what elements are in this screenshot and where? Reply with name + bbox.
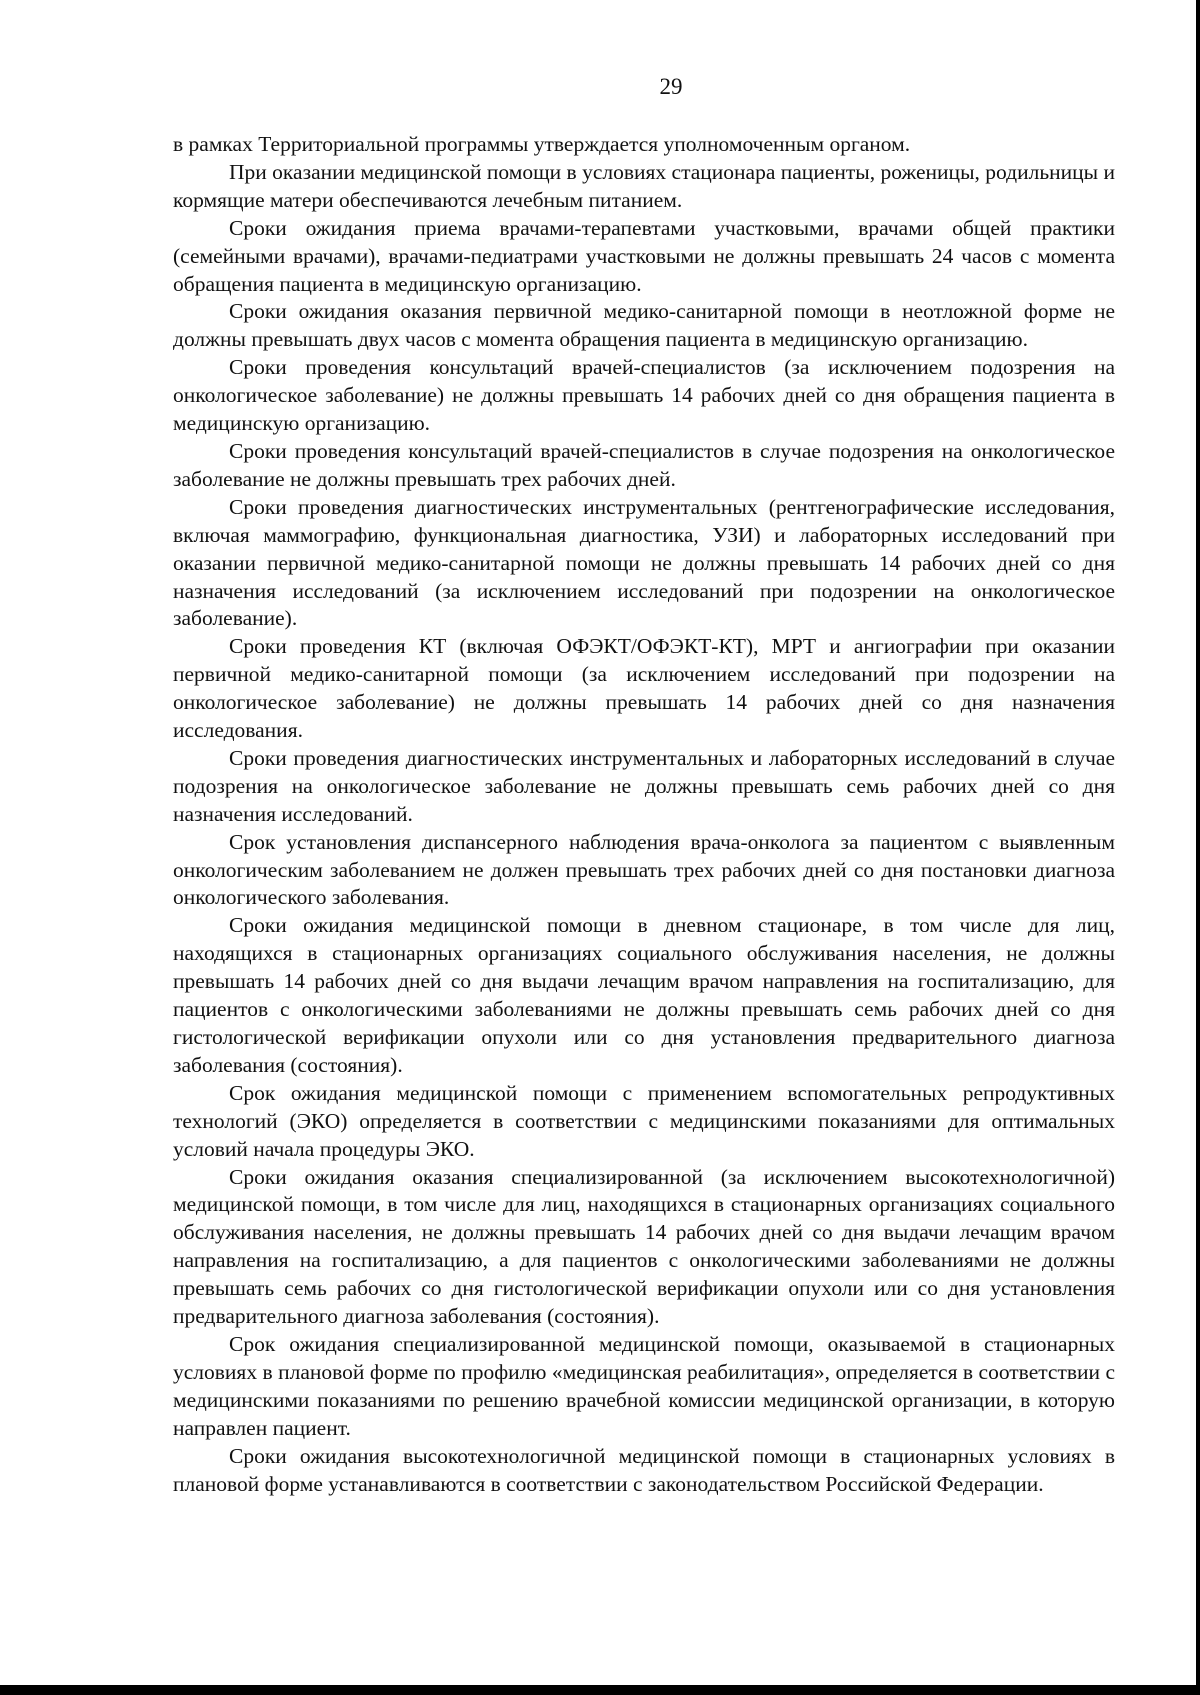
- paragraph-primary-care-wait: Сроки ожидания приема врачами-терапевтами участковыми, врачами общей практики (семейными врачами), врачами-педиатрами участковыми не должны превышать 24 часов с момента обращения пациента в медицинскую организацию.: [173, 215, 1115, 296]
- paragraph-diagnostic-studies: Сроки проведения диагностических инструментальных (рентгенографические исследования, включая маммографию, функциональная диагностика, УЗИ) и лабораторных исследований при оказании первичной медико-санитарной помощи не должны превышать 14 рабочих дней со дня назначения исследований (за исключением исследований при подозрении на онкологическое заболевание).: [173, 494, 1115, 631]
- scan-edge-bottom: [0, 1685, 1200, 1695]
- paragraph-specialist-consultation: Сроки проведения консультаций врачей-специалистов (за исключением подозрения на онкологическое заболевание) не должны превышать 14 рабочих дней со дня обращения пациента в медицинскую организацию.: [173, 355, 1115, 436]
- document-body: [173, 131, 1115, 1498]
- paragraph-ivf: Срок ожидания медицинской помощи с применением вспомогательных репродуктивных технологий (ЭКО) определяется в соответствии с медицинскими показаниями для оптимальных условий начала процедуры ЭКО.: [173, 1080, 1115, 1161]
- paragraph-day-hospital: Сроки ожидания медицинской помощи в дневном стационаре, в том числе для лиц, находящихся в стационарных организациях социального обслуживания населения, не должны превышать 14 рабочих дней со дня выдачи лечащим врачом направления на госпитализацию, для пациентов с онкологическими заболеваниями не должны превышать семь рабочих дней со дня гистологической верификации опухоли или со дня установления предварительного диагноза заболевания (состояния).: [173, 913, 1115, 1077]
- paragraph-therapeutic-nutrition: При оказании медицинской помощи в условиях стационара пациенты, роженицы, родильницы и кормящие матери обеспечиваются лечебным питанием.: [173, 159, 1115, 212]
- paragraph-oncology-consultation: Сроки проведения консультаций врачей-специалистов в случае подозрения на онкологическое заболевание не должны превышать трех рабочих дней.: [173, 438, 1115, 491]
- paragraph-high-tech-care: Сроки ожидания высокотехнологичной медицинской помощи в стационарных условиях в плановой форме устанавливаются в соответствии с законодательством Российской Федерации.: [173, 1443, 1115, 1496]
- paragraph-oncology-diagnostics: Сроки проведения диагностических инструментальных и лабораторных исследований в случае подозрения на онкологическое заболевание не должны превышать семь рабочих дней со дня назначения исследований.: [173, 745, 1115, 826]
- page-number: 29: [659, 74, 683, 99]
- paragraph-specialized-care: Сроки ожидания оказания специализированной (за исключением высокотехнологичной) медицинской помощи, в том числе для лиц, находящихся в стационарных организациях социального обслуживания населения, не должны превышать 14 рабочих дней со дня выдачи лечащим врачом направления на госпитализацию, а для пациентов с онкологическими заболеваниями не должны превышать семь рабочих со дня гистологической верификации опухоли или со дня установления предварительного диагноза заболевания (состояния).: [173, 1164, 1115, 1329]
- paragraph-oncologist-observation: Срок установления диспансерного наблюдения врача-онколога за пациентом с выявленным онкологическим заболеванием не должен превышать трех рабочих дней со дня постановки диагноза онкологического заболевания.: [173, 829, 1115, 910]
- paragraph-rehabilitation: Срок ожидания специализированной медицинской помощи, оказываемой в стационарных условиях в плановой форме по профилю «медицинская реабилитация», определяется в соответствии с медицинскими показаниями по решению врачебной комиссии медицинской организации, в которую направлен пациент.: [173, 1331, 1115, 1440]
- scan-edge-right: [1196, 0, 1200, 1695]
- paragraph-urgent-care-wait: Сроки ожидания оказания первичной медико-санитарной помощи в неотложной форме не должны превышать двух часов с момента обращения пациента в медицинскую организацию.: [173, 299, 1115, 352]
- paragraph-continuation: в рамках Территориальной программы утверждается уполномоченным органом.: [173, 132, 911, 156]
- paragraph-ct-mri: Сроки проведения КТ (включая ОФЭКТ/ОФЭКТ-КТ), МРТ и ангиографии при оказании первичной медико-санитарной помощи (за исключением исследований при подозрении на онкологическое заболевание) не должны превышать 14 рабочих дней со дня назначения исследования.: [173, 634, 1115, 743]
